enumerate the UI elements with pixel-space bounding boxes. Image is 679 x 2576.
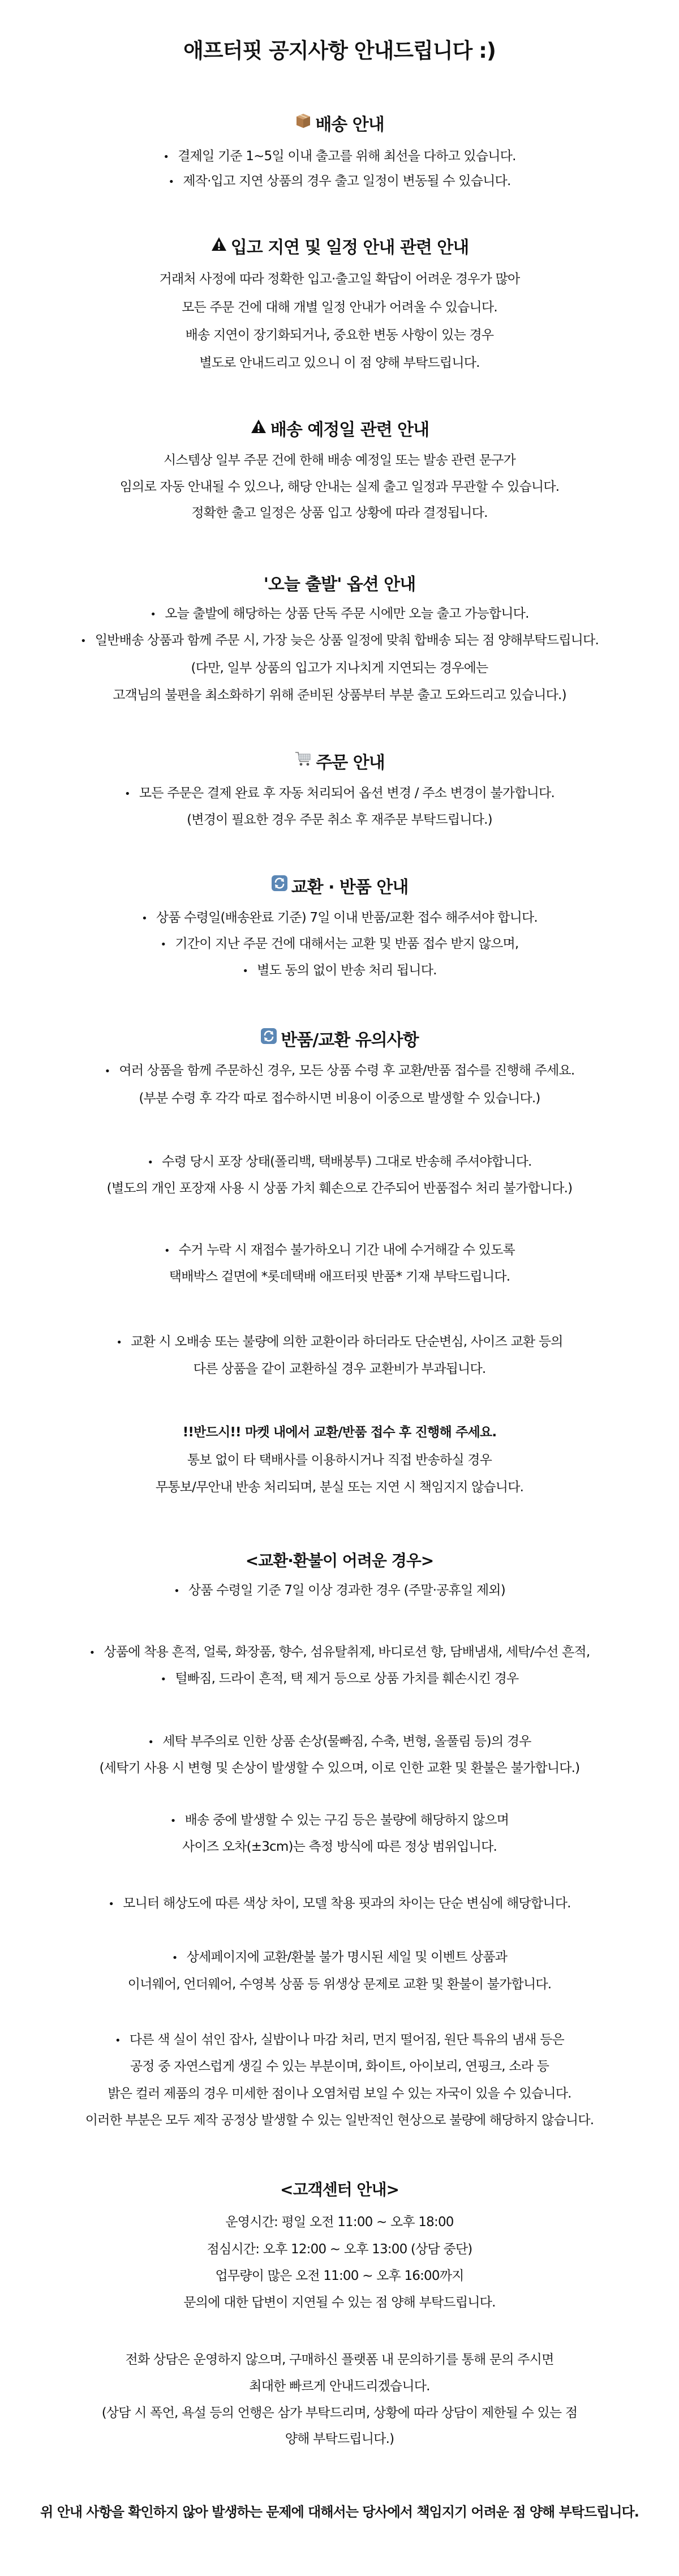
section-heading-order <box>0 751 679 776</box>
list-item: • 상품 수령일(배송완료 기준) 7일 이내 반품/교환 접수 해주셔야 합니다. <box>0 909 679 927</box>
list-item: • 교환 시 오배송 또는 불량에 의한 교환이라 하더라도 단순변심, 사이즈 교환 등의 <box>0 1333 679 1351</box>
list-item: • 제작·입고 지연 상품의 경우 출고 일정이 변동될 수 있습니다. <box>0 173 679 191</box>
list-item: • 털빠짐, 드라이 흔적, 택 제거 등으로 상품 가치를 훼손시킨 경우 <box>0 1670 679 1688</box>
paragraph-line: 별도로 안내드리고 있으니 이 점 양해 부탁드립니다. <box>199 356 480 370</box>
paragraph-line: 다른 상품을 같이 교환하실 경우 교환비가 부과됩니다. <box>193 1362 486 1376</box>
paragraph-line: 모든 주문 건에 대해 개별 일정 안내가 어려울 수 있습니다. <box>182 300 497 315</box>
section-heading-shipping <box>0 114 679 137</box>
section-heading-today: '오늘 출발' 옵션 안내 <box>263 575 416 594</box>
list-item: • 상세페이지에 교환/환불 불가 명시된 세일 및 이벤트 상품과 <box>0 1949 679 1967</box>
paragraph-line: 최대한 빠르게 안내드리겠습니다. <box>249 2379 430 2394</box>
heading-text: 배송 안내 <box>315 115 384 135</box>
paragraph-line: 통보 없이 타 택배사를 이용하시거나 직접 반송하실 경우 <box>187 1453 492 1467</box>
list-item: • 여러 상품을 함께 주문하신 경우, 모든 상품 수령 후 교환/반품 접수를 진행해 주세요. <box>0 1062 679 1080</box>
footer-disclaimer: 위 안내 사항을 확인하지 않아 발생하는 문제에 대해서는 당사에서 책임지기 어려운 점 양해 부탁드립니다. <box>40 2504 639 2520</box>
paragraph-line: (세탁기 사용 시 변형 및 손상이 발생할 수 있으며, 이로 인한 교환 및 환불은 불가합니다.) <box>99 1761 580 1775</box>
paragraph-line: (상담 시 폭언, 욕설 등의 언행은 삼가 부탁드리며, 상황에 따라 상담이 제한될 수 있는 점 <box>101 2406 578 2420</box>
paragraph-line: 밝은 컬러 제품의 경우 미세한 점이나 오염처럼 보일 수 있는 자국이 있을 수 있습니다. <box>108 2086 571 2101</box>
list-item: • 수령 당시 포장 상태(폴리백, 택배봉투) 그대로 반송해 주셔야합니다. <box>0 1153 679 1171</box>
list-item: • 일반배송 상품과 함께 주문 시, 가장 늦은 상품 일정에 맞춰 합배송 되는 점 양해부탁드립니다. <box>0 632 679 650</box>
heading-text: 배송 예정일 관련 안내 <box>270 420 429 440</box>
paragraph-line: 이너웨어, 언더웨어, 수영복 상품 등 위생상 문제로 교환 및 환불이 불가합니다. <box>127 1977 552 1992</box>
must-notice-heading: !!반드시!! 마켓 내에서 교환/반품 접수 후 진행해 주세요. <box>182 1425 497 1440</box>
paragraph-line: 전화 상담은 운영하지 않으며, 구매하신 플랫폼 내 문의하기를 통해 문의 주시면 <box>125 2352 554 2367</box>
heading-text: 반품/교환 유의사항 <box>281 1030 419 1050</box>
list-item: • 수거 누락 시 재접수 불가하오니 기간 내에 수거해갈 수 있도록 <box>0 1242 679 1260</box>
package-icon <box>295 112 312 135</box>
paragraph-line: 거래처 사정에 따라 정확한 입고·출고일 확답이 어려운 경우가 많아 <box>159 272 520 286</box>
section-heading-caution <box>0 1029 679 1052</box>
paragraph-line: 정확한 출고 일정은 상품 입고 상황에 따라 결정됩니다. <box>191 506 488 520</box>
paragraph-line: 이러한 부분은 모두 제작 공정상 발생할 수 있는 일반적인 현상으로 불량에 해당하지 않습니다. <box>85 2113 594 2128</box>
paragraph-line: 시스템상 일부 주문 건에 한해 배송 예정일 또는 발송 관련 문구가 <box>164 453 515 468</box>
warning-icon <box>250 418 267 440</box>
paragraph-line: 택배박스 겉면에 *롯데택배 애프터핏 반품* 기재 부탁드립니다. <box>169 1269 510 1284</box>
paragraph-line: 고객님의 불편을 최소화하기 위해 준비된 상품부터 부분 출고 도와드리고 있습니다.) <box>113 688 566 703</box>
list-item: • 다른 색 실이 섞인 잡사, 실밥이나 마감 처리, 먼지 떨어짐, 원단 특유의 냄새 등은 <box>0 2031 679 2049</box>
list-item: • 상품 수령일 기준 7일 이상 경과한 경우 (주말·공휴일 제외) <box>0 1582 679 1600</box>
paragraph-line: (부분 수령 후 각각 따로 접수하시면 비용이 이중으로 발생할 수 있습니다.) <box>139 1091 540 1106</box>
paragraph-line: (별도의 개인 포장재 사용 시 상품 가치 훼손으로 간주되어 반품접수 처리 불가합니다.) <box>106 1181 573 1196</box>
list-item: • 모든 주문은 결제 완료 후 자동 처리되어 옵션 변경 / 주소 변경이 불가합니다. <box>0 785 679 803</box>
cs-hours: 운영시간: 평일 오전 11:00 ~ 오후 18:00 <box>225 2215 454 2230</box>
paragraph-line: (다만, 일부 상품의 입고가 지나치게 지연되는 경우에는 <box>191 661 488 675</box>
paragraph-line: (변경이 필요한 경우 주문 취소 후 재주문 부탁드립니다.) <box>187 812 492 827</box>
section-heading-delay <box>0 237 679 260</box>
list-item: • 기간이 지난 주문 건에 대해서는 교환 및 반품 접수 받지 않으며, <box>0 935 679 953</box>
section-heading-exchange <box>0 876 679 900</box>
list-item: • 모니터 해상도에 따른 색상 차이, 모델 착용 핏과의 차이는 단순 변심에 해당합니다. <box>0 1895 679 1913</box>
paragraph-line: 양해 부탁드립니다.) <box>285 2432 394 2446</box>
page-title: 애프터핏 공지사항 안내드립니다 :) <box>183 38 496 63</box>
paragraph-line: 임의로 자동 안내될 수 있으나, 해당 안내는 실제 출고 일정과 무관할 수 있습니다. <box>119 480 560 494</box>
list-item: • 상품에 착용 흔적, 얼룩, 화장품, 향수, 섬유탈취제, 바디로션 향, 담배냄새, 세탁/수선 흔적, <box>0 1644 679 1662</box>
paragraph-line: 문의에 대한 답변이 지연될 수 있는 점 양해 부탁드립니다. <box>183 2295 496 2310</box>
paragraph-line: 공정 중 자연스럽게 생길 수 있는 부분이며, 화이트, 아이보리, 연핑크, 소라 등 <box>130 2059 549 2074</box>
section-heading-eta <box>0 419 679 442</box>
list-item: • 세탁 부주의로 인한 상품 손상(물빠짐, 수축, 변형, 올풀림 등)의 경우 <box>0 1733 679 1751</box>
list-item: • 오늘 출발에 해당하는 상품 단독 주문 시에만 오늘 출고 가능합니다. <box>0 605 679 623</box>
list-item: • 별도 동의 없이 반송 처리 됩니다. <box>0 962 679 980</box>
warning-icon <box>210 236 227 258</box>
heading-text: 교환 · 반품 안내 <box>291 878 409 897</box>
arrows-counterclockwise-icon <box>271 875 288 898</box>
heading-text: 주문 안내 <box>316 753 385 773</box>
arrows-counterclockwise-icon <box>260 1028 277 1051</box>
section-heading-difficult: <교환·환불이 어려운 경우> <box>245 1551 434 1570</box>
list-item: • 배송 중에 발생할 수 있는 구김 등은 불량에 해당하지 않으며 <box>0 1812 679 1830</box>
paragraph-line: 사이즈 오차(±3cm)는 측정 방식에 따른 정상 범위입니다. <box>182 1839 497 1854</box>
list-item: • 결제일 기준 1~5일 이내 출고를 위해 최선을 다하고 있습니다. <box>0 148 679 166</box>
paragraph-line: 배송 지연이 장기화되거나, 중요한 변동 사항이 있는 경우 <box>185 328 494 343</box>
section-heading-cs: <고객센터 안내> <box>280 2180 399 2199</box>
paragraph-line: 업무량이 많은 오전 11:00 ~ 오후 16:00까지 <box>215 2269 464 2283</box>
paragraph-line: 무통보/무안내 반송 처리되며, 분실 또는 지연 시 책임지지 않습니다. <box>155 1480 524 1495</box>
heading-text: 입고 지연 및 일정 안내 관련 안내 <box>230 238 469 258</box>
cart-icon <box>294 750 312 774</box>
cs-lunch: 점심시간: 오후 12:00 ~ 오후 13:00 (상담 중단) <box>207 2242 472 2257</box>
